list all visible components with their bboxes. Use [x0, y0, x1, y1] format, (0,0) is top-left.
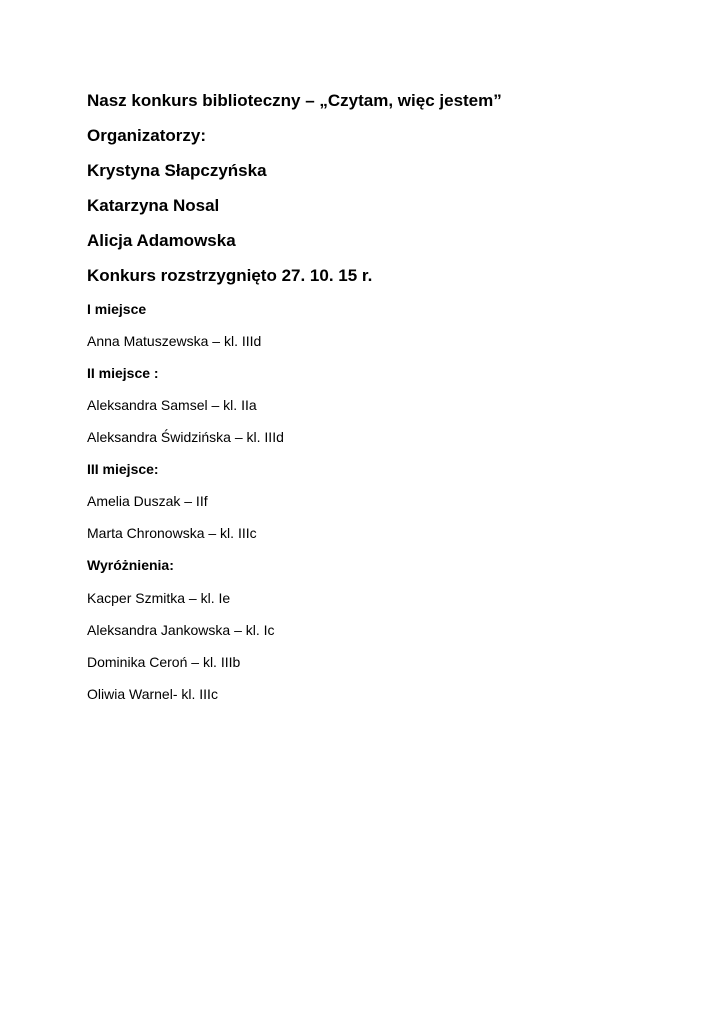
winner-entry: Aleksandra Jankowska – kl. Ic — [87, 622, 275, 638]
organizer-name: Alicja Adamowska — [87, 231, 236, 250]
organizers-label: Organizatorzy: — [87, 126, 207, 145]
document-title: Nasz konkurs biblioteczny – „Czytam, więc jestem” — [87, 91, 502, 110]
winner-entry: Aleksandra Samsel – kl. IIa — [87, 397, 257, 413]
second-place-label: II miejsce : — [87, 365, 159, 381]
winner-entry: Marta Chronowska – kl. IIIc — [87, 525, 257, 541]
first-place-label: I miejsce — [87, 301, 147, 317]
winner-entry: Kacper Szmitka – kl. Ie — [87, 590, 231, 606]
organizer-name: Krystyna Słapczyńska — [87, 161, 267, 180]
winner-entry: Amelia Duszak – IIf — [87, 493, 208, 509]
honorable-mentions-label: Wyróżnienia: — [87, 557, 174, 573]
winner-entry: Dominika Ceroń – kl. IIIb — [87, 654, 241, 670]
winner-entry: Aleksandra Świdzińska – kl. IIId — [87, 429, 284, 445]
organizer-name: Katarzyna Nosal — [87, 196, 220, 215]
winner-entry: Anna Matuszewska – kl. IIId — [87, 333, 262, 349]
third-place-label: III miejsce: — [87, 461, 159, 477]
resolution-date: Konkurs rozstrzygnięto 27. 10. 15 r. — [87, 266, 373, 285]
winner-entry: Oliwia Warnel- kl. IIIc — [87, 686, 218, 702]
